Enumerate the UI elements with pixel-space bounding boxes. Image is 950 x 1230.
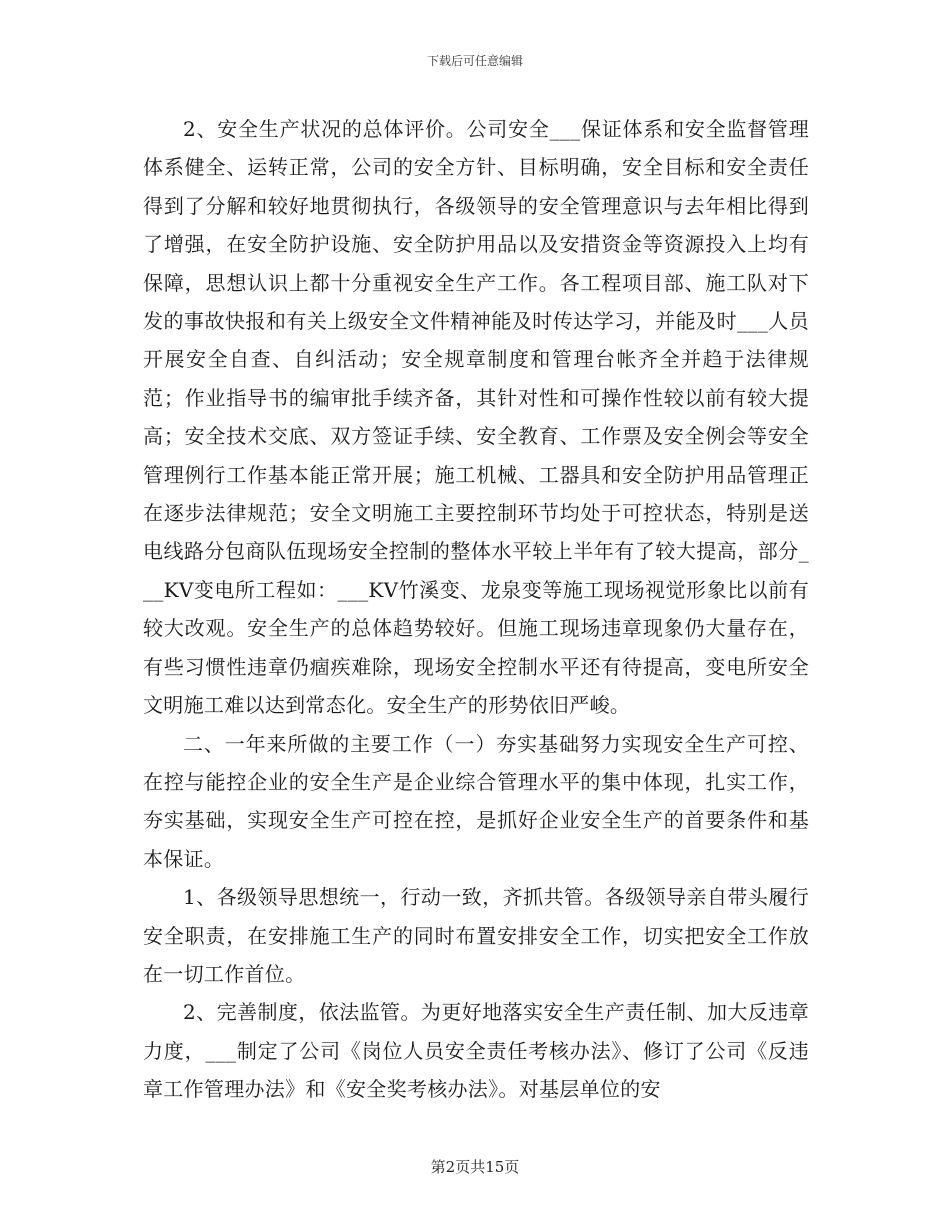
page-header: 下载后可任意编辑	[426, 54, 523, 68]
paragraph-main-work: 二、一年来所做的主要工作（一）夯实基础努力实现安全生产可控、在控与能控企业的安全生产是企业综合管理水平的集中体现，扎实工作，夯实基础，实现安全生产可控在控，是抓好企业安全生产的首要条件和基本保证。	[143, 731, 809, 871]
paragraph-regulations: 2、完善制度，依法监管。为更好地落实安全生产责任制、加大反违章力度，___制定了公司《岗位人员安全责任考核办法》、修订了公司《反违章工作管理办法》和《安全奖考核办法》。对基层单位的安	[143, 1000, 809, 1102]
document-body	[143, 110, 809, 1109]
paragraph-leadership: 1、各级领导思想统一，行动一致，齐抓共管。各级领导亲自带头履行安全职责，在安排施工生产的同时布置安排安全工作，切实把安全工作放在一切工作首位。	[143, 885, 809, 986]
page-number: 第2页共15页	[430, 1158, 520, 1176]
paragraph-safety-evaluation: 2、安全生产状况的总体评价。公司安全___保证体系和安全监督管理体系健全、运转正常，公司的安全方针、目标明确，安全目标和安全责任得到了分解和较好地贯彻执行，各级领导的安全管理意识与去年相比得到了增强，在安全防护设施、安全防护用品以及安措资金等资源投入上均有保障，思想认识上都十分重视安全生产工作。各工程项目部、施工队对下发的事故快报和有关上级安全文件精神能及时传达学习，并能及时___人员开展安全自查、自纠活动；安全规章制度和管理台帐齐全并趋于法律规范；作业指导书的编审批手续齐备，其针对性和可操作性较以前有较大提高；安全技术交底、双方签证手续、安全教育、工作票及安全例会等安全管理例行工作基本能正常开展；施工机械、工器具和安全防护用品管理正在逐步法律规范；安全文明施工主要控制环节均处于可控状态，特别是送电线路分包商队伍现场安全控制的整体水平较上半年有了较大提高，部分___KV变电所工程如：___KV竹溪变、龙泉变等施工现场视觉形象比以前有较大改观。安全生产的总体趋势较好。但施工现场违章现象仍大量存在，有些习惯性违章仍痼疾难除，现场安全控制水平还有待提高，变电所安全文明施工难以达到常态化。安全生产的形势依旧严峻。	[143, 117, 809, 718]
